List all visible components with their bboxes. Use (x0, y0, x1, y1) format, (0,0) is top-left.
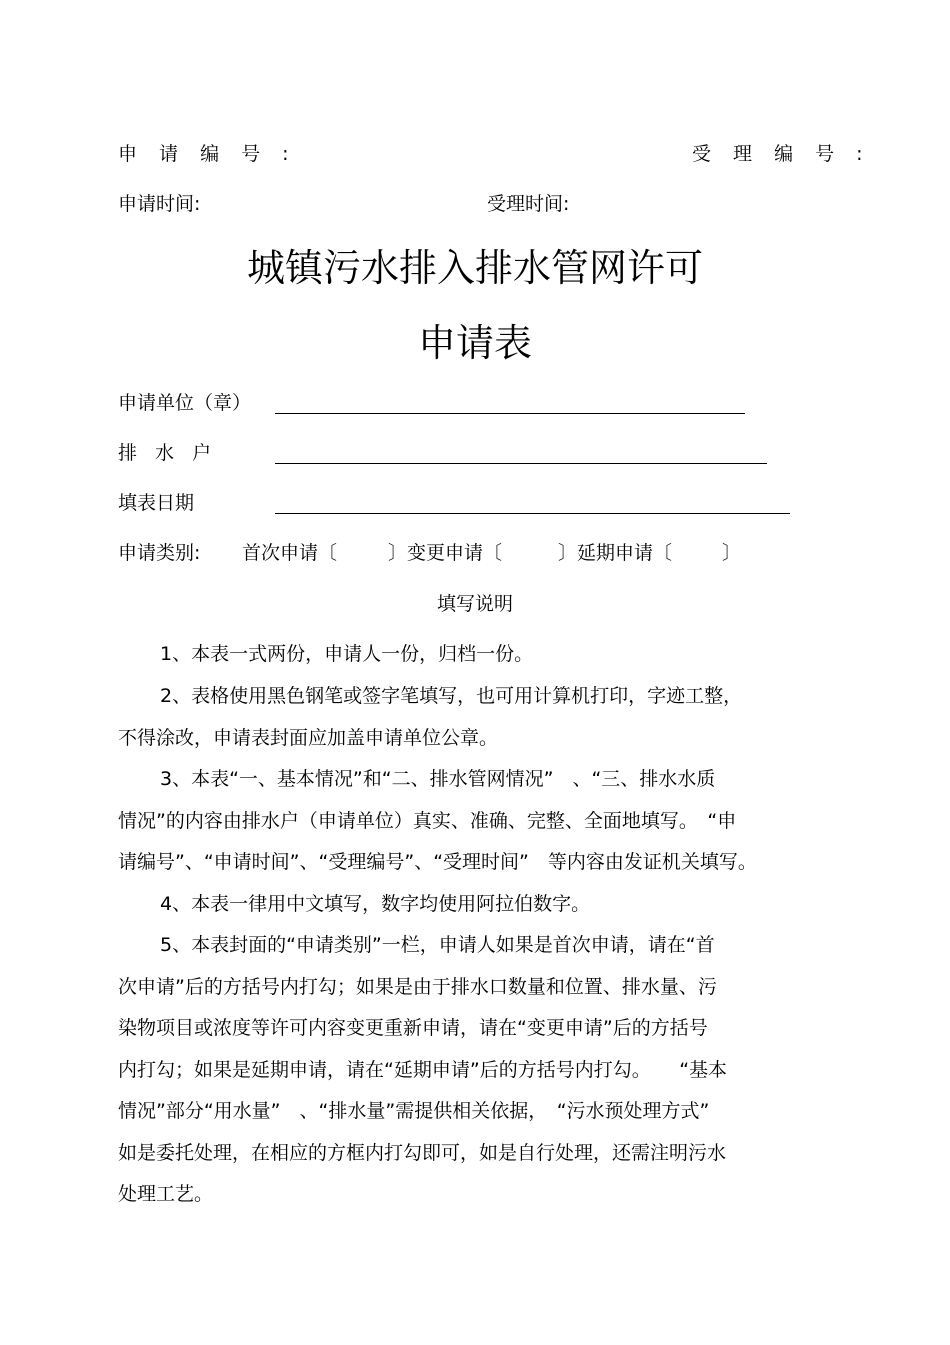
bracket-close: 〕 (722, 542, 742, 564)
instruction-line: 次申请”后的方括号内打勾；如果是由于排水口数量和位置、排水量、污 (118, 976, 717, 998)
instruction-line: 不得涂改，申请表封面应加盖申请单位公章。 (118, 727, 499, 749)
instruction-line: 内打勾；如果是延期申请，请在“延期申请”后的方括号内打勾。 “基本 (118, 1059, 728, 1081)
applicant-unit-field[interactable] (275, 413, 745, 414)
drainage-household-field[interactable] (275, 463, 767, 464)
acceptance-time-label: 受理时间: (487, 193, 570, 215)
acceptance-number-label: 受 理 编 号 : (692, 143, 871, 165)
instruction-line: 如是委托处理，在相应的方框内打勾即可，如是自行处理，还需注明污水 (118, 1142, 727, 1164)
instructions-heading: 填写说明 (436, 593, 513, 615)
instruction-line: 处理工艺。 (118, 1183, 214, 1205)
instruction-line: 请编号”、“申请时间”、“受理编号”、“受理时间” 等内容由发证机关填写。 (118, 851, 757, 873)
extension-application-checkbox[interactable]: 〕延期申请〔 (558, 542, 673, 564)
application-number-label: 申 请 编 号 : (118, 143, 297, 165)
instruction-line: 4、本表一律用中文填写，数字均使用阿拉伯数字。 (160, 893, 591, 915)
instruction-line: 3、本表“一、基本情况”和“二、排水管网情况” 、“三、排水水质 (160, 768, 716, 790)
fill-date-field[interactable] (275, 513, 790, 514)
instruction-line: 2、表格使用黑色钢笔或签字笔填写，也可用计算机打印，字迹工整， (160, 685, 743, 707)
instruction-line: 染物项目或浓度等许可内容变更重新申请，请在“变更申请”后的方括号 (118, 1017, 708, 1039)
first-application-checkbox[interactable]: 首次申请〔 (242, 542, 338, 564)
instruction-line: 情况”部分“用水量” 、“排水量”需提供相关依据， “污水预处理方式” (118, 1100, 710, 1122)
document-title-line2: 申请表 (417, 321, 532, 365)
fill-date-label: 填表日期 (118, 492, 195, 514)
document-title-line1: 城镇污水排入排水管网许可 (246, 246, 703, 290)
application-time-label: 申请时间: (118, 193, 201, 215)
instruction-line: 1、本表一式两份，申请人一份，归档一份。 (160, 643, 534, 665)
drainage-household-label: 排 水 户 (118, 442, 218, 464)
instruction-line: 5、本表封面的“申请类别”一栏，申请人如果是首次申请，请在“首 (160, 934, 715, 956)
change-application-checkbox[interactable]: 〕变更申请〔 (388, 542, 503, 564)
applicant-unit-label: 申请单位（章） (118, 392, 252, 414)
application-category-label: 申请类别: (118, 542, 201, 564)
instruction-line: 情况”的内容由排水户（申请单位）真实、准确、完整、全面地填写。 “申 (118, 810, 737, 832)
